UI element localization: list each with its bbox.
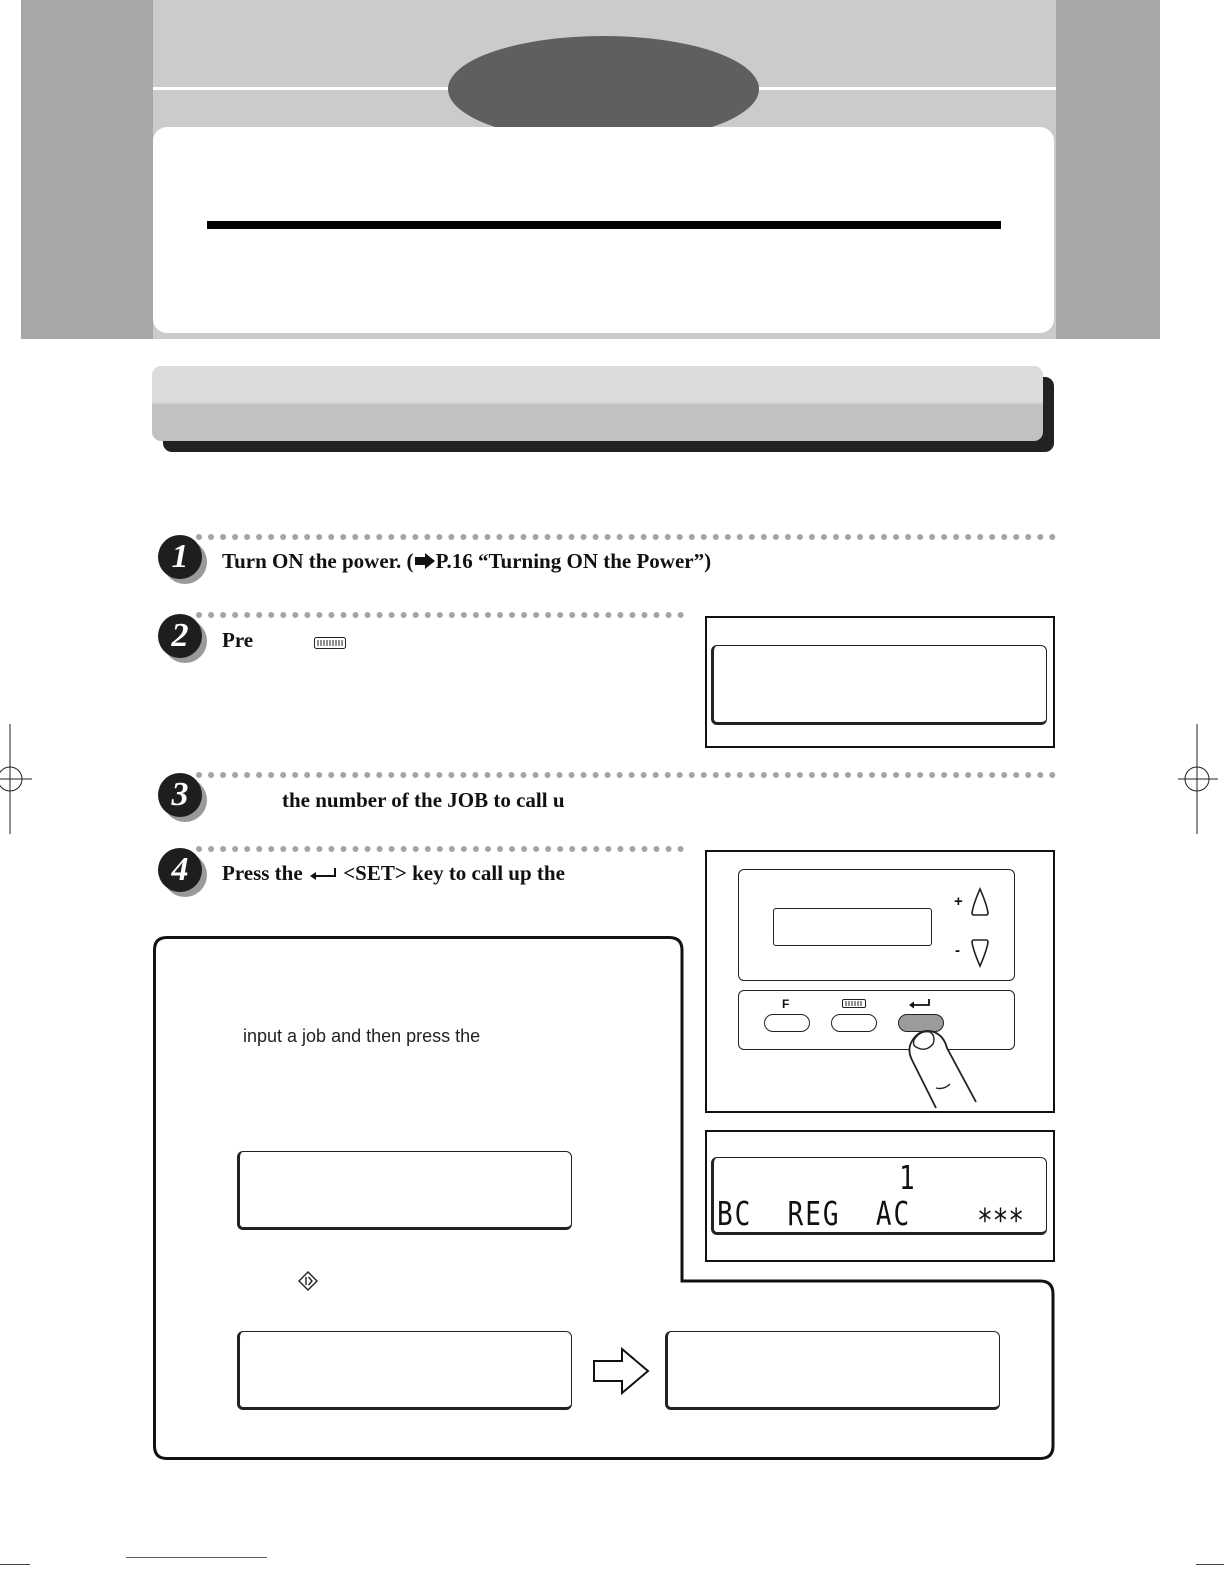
step-3-text: the number of the JOB to call u <box>282 788 565 812</box>
note-lcd-1 <box>237 1151 572 1230</box>
step-divider <box>196 846 684 852</box>
step-1-label: Turn ON the power. ( <box>222 549 414 573</box>
crop-mark <box>0 1564 30 1565</box>
right-arrow-icon <box>414 552 436 570</box>
registration-mark-right <box>1178 724 1218 834</box>
lcd-job-status: BC REG AC <box>717 1196 912 1234</box>
title-underline <box>207 221 1001 229</box>
step-1-text <box>222 549 711 574</box>
step-4-text <box>222 861 565 886</box>
start-key-icon <box>298 1271 318 1291</box>
note-lcd-3 <box>665 1331 1000 1410</box>
note-text: input a job and then press the <box>243 1026 481 1046</box>
crop-mark <box>1196 1564 1224 1565</box>
lcd-display-step-2 <box>711 645 1047 725</box>
step-divider <box>196 772 1056 778</box>
f-key-label: F <box>782 997 790 1011</box>
step-4-label-before: Press the <box>222 861 303 885</box>
plus-label: + <box>954 893 963 910</box>
step-badge-4: 4 <box>158 848 202 892</box>
registration-mark-left <box>0 724 32 834</box>
step-badge-2: 2 <box>158 614 202 658</box>
step-4-label-after: <SET> key to call up the <box>343 861 565 885</box>
hollow-right-arrow-icon <box>592 1347 650 1395</box>
step-2-text <box>222 628 253 653</box>
step-divider <box>196 534 1056 540</box>
header-card <box>153 127 1054 333</box>
step-badge-3: 3 <box>158 773 202 817</box>
footer-line <box>126 1557 267 1558</box>
step-badge-1: 1 <box>158 535 202 579</box>
step-2-label: Pre <box>222 628 254 652</box>
note-lcd-2 <box>237 1331 572 1410</box>
enter-key-icon <box>308 867 338 881</box>
section-title-bar <box>152 366 1043 441</box>
minus-label: - <box>955 942 960 959</box>
keyboard-key-icon <box>314 637 346 649</box>
step-1-ref: P.16 “Turning ON the Power”) <box>435 549 712 573</box>
step-divider <box>196 612 684 618</box>
lcd-job-number: 1 <box>899 1160 915 1198</box>
triangle-up-icon[interactable] <box>969 887 991 917</box>
lcd-job-marks: ∗∗∗ <box>977 1196 1024 1234</box>
